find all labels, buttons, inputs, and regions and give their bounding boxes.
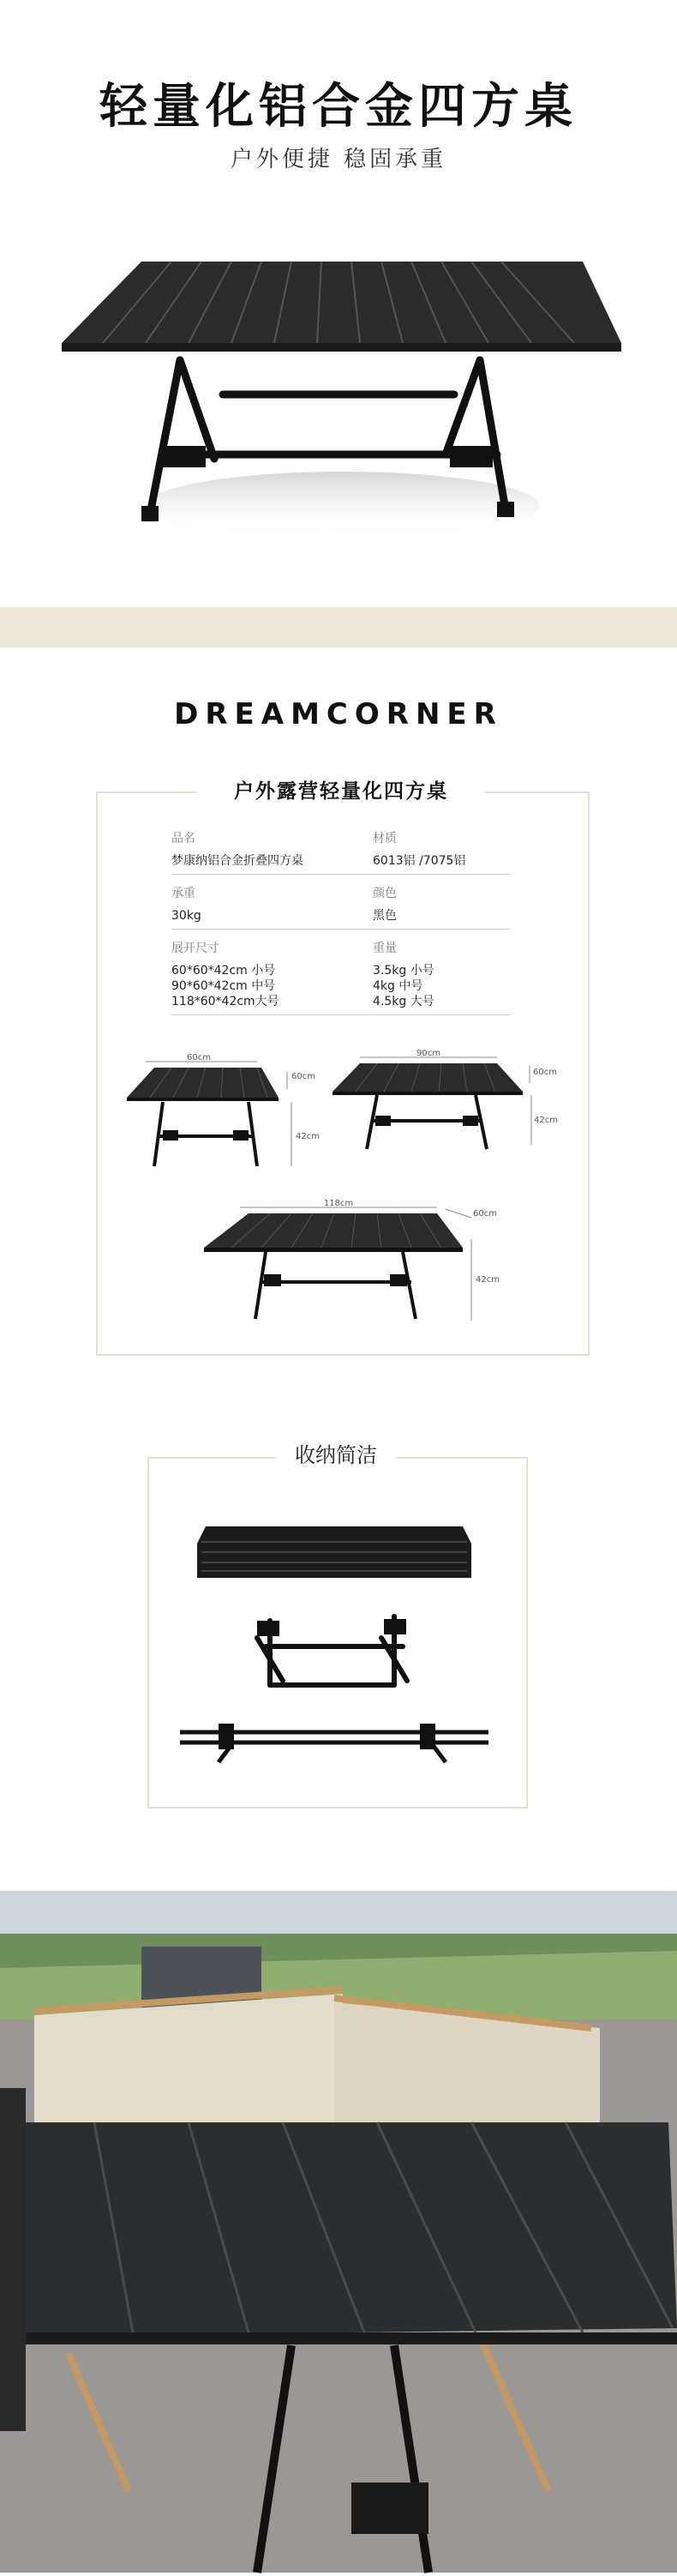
storage-title: 收纳简洁 — [295, 1443, 377, 1467]
weight-small: 3.5kg 小号 — [373, 964, 434, 978]
outdoor-scene-image — [0, 1891, 677, 2573]
value-material: 6013铝 /7075铝 — [373, 854, 466, 868]
hero-section — [0, 0, 677, 607]
medium-width-label: 90cm — [416, 1049, 440, 1058]
size-small: 60*60*42cm 小号 — [171, 964, 276, 978]
medium-depth-label: 60cm — [533, 1068, 557, 1077]
large-height-label: 42cm — [476, 1275, 500, 1285]
storage-title-box — [276, 1438, 396, 1472]
label-weight: 重量 — [373, 942, 397, 955]
label-load: 承重 — [171, 887, 195, 900]
hero-subtitle: 户外便捷 稳固承重 — [230, 147, 447, 172]
divider-band — [0, 607, 677, 647]
spec-section — [0, 647, 677, 1419]
storage-section — [0, 1419, 677, 1891]
medium-height-label: 42cm — [534, 1116, 558, 1125]
folded-table-image — [163, 1518, 514, 1792]
large-table-diagram — [197, 1201, 523, 1329]
label-name: 品名 — [171, 832, 195, 846]
value-color: 黑色 — [373, 909, 397, 923]
large-depth-label: 60cm — [473, 1209, 497, 1219]
value-name: 梦康纳铝合金折叠四方桌 — [171, 854, 303, 868]
label-material: 材质 — [373, 832, 397, 846]
size-medium: 90*60*42cm 中号 — [171, 979, 276, 993]
label-size: 展开尺寸 — [171, 942, 219, 955]
row-divider — [171, 874, 510, 875]
small-table-diagram — [120, 1053, 320, 1179]
weight-large: 4.5kg 大号 — [373, 995, 434, 1008]
small-depth-label: 60cm — [291, 1072, 315, 1081]
spec-title-box — [197, 774, 485, 809]
brand-logo: DREAMCORNER — [174, 697, 503, 731]
small-width-label: 60cm — [187, 1053, 211, 1062]
hero-title: 轻量化铝合金四方桌 — [99, 79, 578, 135]
value-load: 30kg — [171, 909, 201, 923]
size-large: 118*60*42cm大号 — [171, 995, 279, 1008]
spec-title: 户外露营轻量化四方桌 — [234, 780, 448, 803]
lifestyle-photo — [0, 1891, 677, 2573]
hero-table-image — [51, 249, 634, 557]
small-height-label: 42cm — [296, 1132, 320, 1141]
large-width-label: 118cm — [323, 1199, 354, 1208]
label-color: 颜色 — [373, 887, 397, 900]
row-divider — [171, 929, 510, 930]
medium-table-diagram — [326, 1050, 557, 1158]
weight-medium: 4kg 中号 — [373, 979, 423, 993]
row-divider — [171, 1014, 510, 1015]
